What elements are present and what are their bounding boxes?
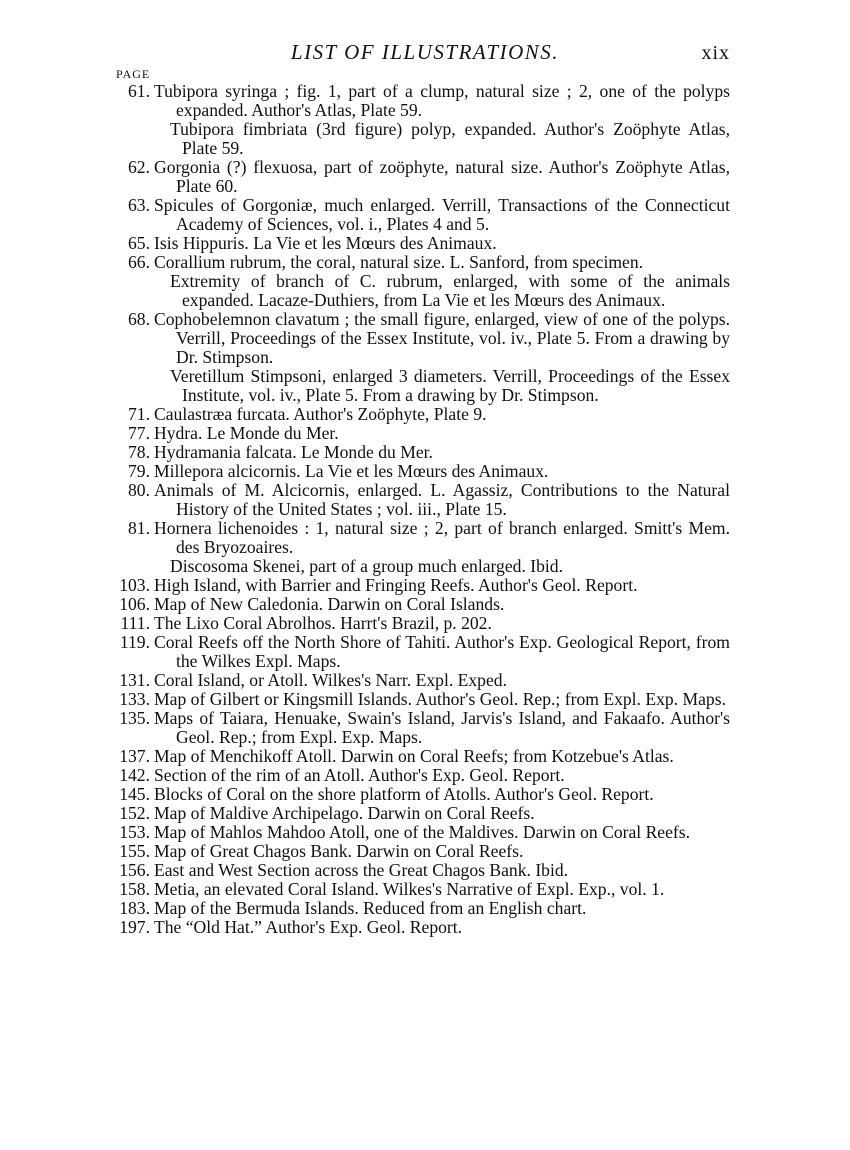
list-item <box>0 519 850 557</box>
entry-text: Map of New Caledonia. Darwin on Coral Islands. <box>154 594 505 614</box>
entry-page-number: 156. <box>119 860 150 880</box>
running-title: LIST OF ILLUSTRATIONS. <box>290 40 560 64</box>
list-item <box>0 690 850 709</box>
list-item <box>0 861 850 880</box>
entry-text: High Island, with Barrier and Fringing Reefs. Author's Geol. Report. <box>154 575 638 595</box>
entry-text: Maps of Taiara, Henuake, Swain's Island, Jarvis's Island, and Fakaafo. Author's Geol. Rep.; from Expl. Exp. Maps. <box>154 708 730 747</box>
list-item <box>0 709 850 747</box>
entry-page-number: 152. <box>119 803 150 823</box>
list-item <box>0 557 850 576</box>
list-item <box>0 918 850 937</box>
page-header <box>0 40 850 68</box>
entry-text: Millepora alcicornis. La Vie et les Mœurs des Animaux. <box>154 461 549 481</box>
entry-page-number: 71. <box>128 404 150 424</box>
list-item <box>0 481 850 519</box>
list-item <box>0 899 850 918</box>
entry-page-number: 158. <box>119 879 150 899</box>
entry-page-number: 78. <box>128 442 150 462</box>
entry-text: Map of Gilbert or Kingsmill Islands. Author's Geol. Rep.; from Expl. Exp. Maps. <box>154 689 726 709</box>
list-item <box>0 785 850 804</box>
entry-page-number: 77. <box>128 423 150 443</box>
entry-text: Map of Great Chagos Bank. Darwin on Coral Reefs. <box>154 841 524 861</box>
illustration-list <box>0 82 850 937</box>
entry-text: Isis Hippuris. La Vie et les Mœurs des Animaux. <box>154 233 497 253</box>
entry-page-number: 62. <box>128 157 150 177</box>
entry-text: Map of Mahlos Mahdoo Atoll, one of the Maldives. Darwin on Coral Reefs. <box>154 822 691 842</box>
entry-text: Map of the Bermuda Islands. Reduced from an English chart. <box>154 898 587 918</box>
entry-text: Tubipora fimbriata (3rd figure) polyp, expanded. Author's Zoöphyte Atlas, Plate 59. <box>170 119 730 158</box>
entry-text: Spicules of Gorgoniæ, much enlarged. Verrill, Transactions of the Connecticut Academy of Sciences, vol. i., Plates 4 and 5. <box>154 195 730 234</box>
list-item <box>0 823 850 842</box>
entry-page-number: 153. <box>119 822 150 842</box>
list-item <box>0 671 850 690</box>
entry-text: Coral Island, or Atoll. Wilkes's Narr. Expl. Exped. <box>154 670 507 690</box>
entry-page-number: 119. <box>119 632 150 652</box>
entry-page-number: 80. <box>128 480 150 500</box>
entry-text: Metia, an elevated Coral Island. Wilkes's Narrative of Expl. Exp., vol. 1. <box>154 879 665 899</box>
list-item <box>0 310 850 367</box>
entry-page-number: 145. <box>119 784 150 804</box>
page-column-label: PAGE <box>116 67 151 81</box>
entry-text: Discosoma Skenei, part of a group much enlarged. Ibid. <box>170 556 563 576</box>
entry-text: Blocks of Coral on the shore platform of Atolls. Author's Geol. Report. <box>154 784 654 804</box>
entry-text: Veretillum Stimpsoni, enlarged 3 diameters. Verrill, Proceedings of the Essex Institute, vol. iv., Plate 5. From a drawing by Dr. Stimpson. <box>170 366 730 405</box>
entry-page-number: 79. <box>128 461 150 481</box>
list-item <box>0 367 850 405</box>
list-item <box>0 804 850 823</box>
entry-page-number: 65. <box>128 233 150 253</box>
list-item <box>0 253 850 272</box>
entry-text: Caulastræa furcata. Author's Zoöphyte, Plate 9. <box>154 404 487 424</box>
entry-text: East and West Section across the Great Chagos Bank. Ibid. <box>154 860 569 880</box>
list-item <box>0 842 850 861</box>
entry-page-number: 106. <box>119 594 150 614</box>
list-item <box>0 158 850 196</box>
list-item <box>0 880 850 899</box>
list-item <box>0 614 850 633</box>
entry-text: Hornera lichenoides : 1, natural size ; 2, part of branch enlarged. Smitt's Mem. des Bryozoaires. <box>154 518 730 557</box>
entry-page-number: 155. <box>119 841 150 861</box>
entry-text: Coral Reefs off the North Shore of Tahiti. Author's Exp. Geological Report, from the Wilkes Expl. Maps. <box>154 632 730 671</box>
entry-page-number: 131. <box>119 670 150 690</box>
list-item <box>0 766 850 785</box>
entry-text: The “Old Hat.” Author's Exp. Geol. Report. <box>154 917 463 937</box>
list-item <box>0 595 850 614</box>
entry-page-number: 183. <box>119 898 150 918</box>
list-item <box>0 462 850 481</box>
list-item <box>0 196 850 234</box>
entry-text: The Lixo Coral Abrolhos. Harrt's Brazil, p. 202. <box>154 613 492 633</box>
list-item <box>0 234 850 253</box>
entry-text: Hydramania falcata. Le Monde du Mer. <box>154 442 433 462</box>
entry-page-number: 63. <box>128 195 150 215</box>
list-item <box>0 747 850 766</box>
entry-page-number: 197. <box>119 917 150 937</box>
entry-text: Cophobelemnon clavatum ; the small figure, enlarged, view of one of the polyps. Verrill, Proceedings of the Essex Institute, vol. iv., Plate 5. From a drawing by Dr. Stimpson. <box>154 309 730 367</box>
entry-text: Map of Menchikoff Atoll. Darwin on Coral Reefs; from Kotzebue's Atlas. <box>154 746 674 766</box>
entry-text: Gorgonia (?) flexuosa, part of zoöphyte, natural size. Author's Zoöphyte Atlas, Plate 60. <box>154 157 730 196</box>
list-item <box>0 272 850 310</box>
entry-text: Section of the rim of an Atoll. Author's Exp. Geol. Report. <box>154 765 565 785</box>
page-number: xix <box>701 42 730 64</box>
list-item <box>0 633 850 671</box>
entry-page-number: 135. <box>119 708 150 728</box>
entry-page-number: 133. <box>119 689 150 709</box>
list-item <box>0 82 850 120</box>
entry-text: Corallium rubrum, the coral, natural size. L. Sanford, from specimen. <box>154 252 644 272</box>
entry-page-number: 142. <box>119 765 150 785</box>
entry-text: Hydra. Le Monde du Mer. <box>154 423 339 443</box>
entry-page-number: 137. <box>119 746 150 766</box>
entry-page-number: 68. <box>128 309 150 329</box>
entry-page-number: 111. <box>120 613 150 633</box>
list-item <box>0 576 850 595</box>
list-item <box>0 405 850 424</box>
entry-page-number: 103. <box>119 575 150 595</box>
entry-text: Tubipora syringa ; fig. 1, part of a clump, natural size ; 2, one of the polyps expanded. Author's Atlas, Plate 59. <box>154 81 730 120</box>
entry-page-number: 61. <box>128 81 150 101</box>
entry-text: Map of Maldive Archipelago. Darwin on Coral Reefs. <box>154 803 535 823</box>
entry-text: Animals of M. Alcicornis, enlarged. L. Agassiz, Contributions to the Natural History of the United States ; vol. iii., Plate 15. <box>154 480 730 519</box>
list-item <box>0 424 850 443</box>
entry-text: Extremity of branch of C. rubrum, enlarged, with some of the animals expanded. Lacaze-Duthiers, from La Vie et les Mœurs des Animaux. <box>170 271 730 310</box>
entry-page-number: 81. <box>128 518 150 538</box>
list-item <box>0 120 850 158</box>
list-item <box>0 443 850 462</box>
entry-page-number: 66. <box>128 252 150 272</box>
